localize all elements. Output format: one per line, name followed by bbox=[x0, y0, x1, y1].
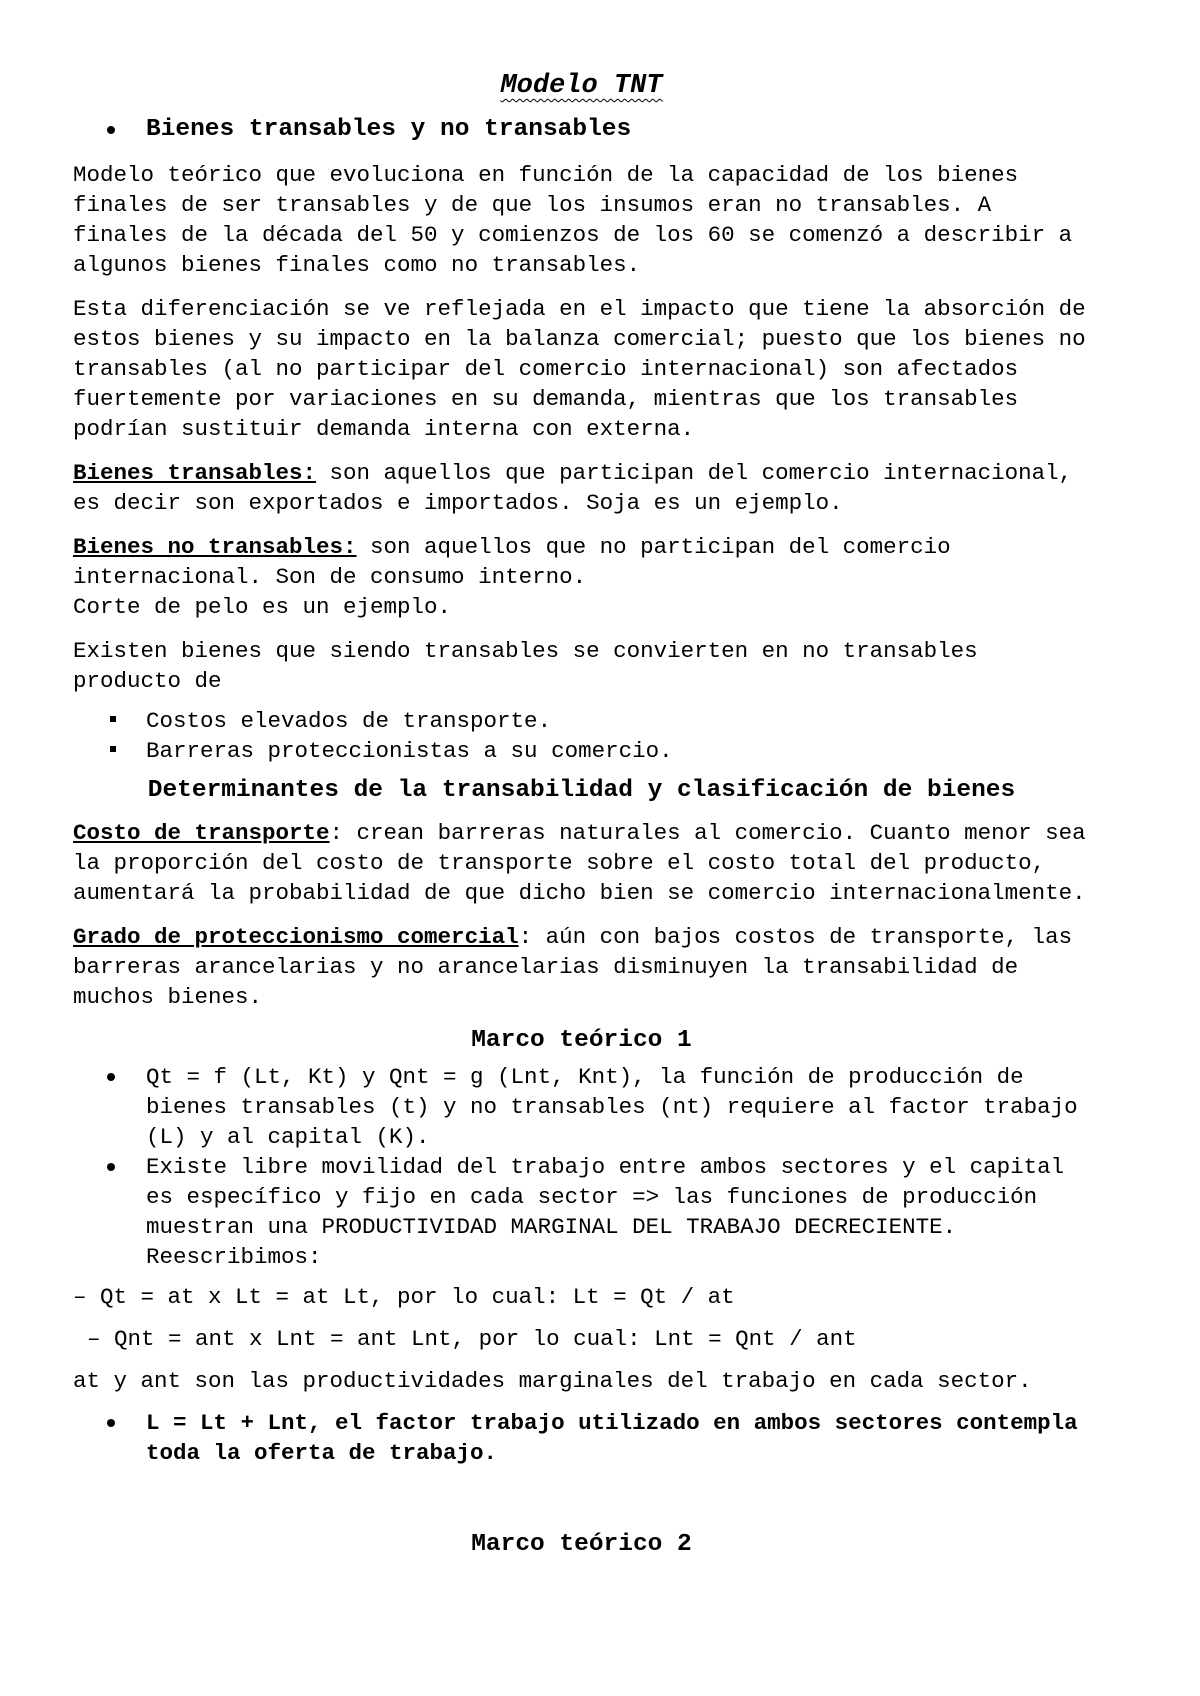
paragraph-intro: Modelo teórico que evoluciona en función de la capacidad de los bienes finales de ser transables y de que los insumos eran no transables. A finales de la década del 50 y comienzos de los 60 se comenzó a describir a algunos bienes finales como no transables. bbox=[73, 162, 1073, 278]
bullet-icon bbox=[107, 1073, 115, 1081]
marco1-heading: Marco teórico 1 bbox=[471, 1027, 692, 1054]
section1-heading-list bbox=[73, 114, 1090, 146]
equation-note: at y ant son las productividades marginales del trabajo en cada sector. bbox=[73, 1368, 1032, 1394]
square-bullet-icon bbox=[110, 716, 116, 722]
list-item bbox=[73, 1408, 1090, 1468]
list-item-text: Qt = f (Lt, Kt) y Qnt = g (Lnt, Knt), la función de producción de bienes transables (t) y no transables (nt) requiere al factor trabajo (L) y al capital (K). bbox=[146, 1064, 1078, 1150]
list-item-text: Barreras proteccionistas a su comercio. bbox=[146, 738, 673, 764]
determinant-grado bbox=[73, 922, 1090, 1012]
definition-text: son aquellos que participan del comercio internacional, es decir son exportados e importados. Soja es un ejemplo. bbox=[73, 460, 1073, 516]
equation-qnt: – Qnt = ant x Lnt = ant Lnt, por lo cual: Lnt = Qnt / ant bbox=[87, 1326, 857, 1352]
bullet-icon bbox=[107, 1419, 115, 1427]
definition-term: Bienes no transables: bbox=[73, 534, 357, 560]
definition-term: Bienes transables: bbox=[73, 460, 317, 486]
definition-text: son aquellos que no participan del comercio internacional. Son de consumo interno. bbox=[73, 534, 951, 590]
definition-transables bbox=[73, 458, 1090, 518]
spacer bbox=[73, 1468, 1090, 1530]
list-item bbox=[73, 736, 1090, 766]
determinant-term: Costo de transporte bbox=[73, 820, 330, 846]
section2-heading: Determinantes de la transabilidad y clasificación de bienes bbox=[147, 777, 1016, 804]
definition-no-transables bbox=[73, 532, 1090, 622]
paragraph-existen: Existen bienes que siendo transables se convierten en no transables producto de bbox=[73, 638, 978, 694]
document-title: Modelo TNT bbox=[500, 71, 663, 101]
section1-heading bbox=[73, 114, 1090, 146]
section1-heading-text: Bienes transables y no transables bbox=[146, 116, 632, 143]
determinant-text: : aún con bajos costos de transporte, las barreras arancelarias y no arancelarias disminuyen la transabilidad de muchos bienes. bbox=[73, 924, 1073, 1010]
marco1-list bbox=[73, 1062, 1090, 1272]
marco1-bold-list bbox=[73, 1408, 1090, 1468]
equation-qt: – Qt = at x Lt = at Lt, por lo cual: Lt = Qt / at bbox=[73, 1284, 735, 1310]
determinant-costo bbox=[73, 818, 1090, 908]
bullet-icon bbox=[107, 1163, 115, 1171]
square-bullet-icon bbox=[110, 746, 116, 752]
list-item bbox=[73, 1152, 1090, 1272]
paragraph-diferenciacion: Esta diferenciación se ve reflejada en el impacto que tiene la absorción de estos bienes y su impacto en la balanza comercial; puesto que los bienes no transables (al no participar del comercio internacional) son afectados fuertemente por variaciones en su demanda, mientras que los transables podrían sustituir demanda interna con externa. bbox=[73, 296, 1086, 442]
list-item bbox=[73, 706, 1090, 736]
list-item-text: Costos elevados de transporte. bbox=[146, 708, 552, 734]
bullet-icon bbox=[107, 126, 115, 134]
list-item bbox=[73, 1062, 1090, 1152]
list-item-text: Existe libre movilidad del trabajo entre ambos sectores y el capital es específico y fijo en cada sector => las funciones de producción muestran una PRODUCTIVIDAD MARGINAL DEL TRABAJO DECRECIENTE. Reescribimos: bbox=[146, 1154, 1065, 1270]
list-item-text: L = Lt + Lnt, el factor trabajo utilizado en ambos sectores contempla toda la oferta de trabajo. bbox=[146, 1410, 1078, 1466]
determinant-text: : crean barreras naturales al comercio. Cuanto menor sea la proporción del costo de transporte sobre el costo total del producto, aumentará la probabilidad de que dicho bien se comercio internacionalmente. bbox=[73, 820, 1086, 906]
marco2-heading: Marco teórico 2 bbox=[471, 1531, 692, 1558]
causes-list bbox=[73, 706, 1090, 766]
determinant-term: Grado de proteccionismo comercial bbox=[73, 924, 519, 950]
definition-example: Corte de pelo es un ejemplo. bbox=[73, 594, 452, 620]
